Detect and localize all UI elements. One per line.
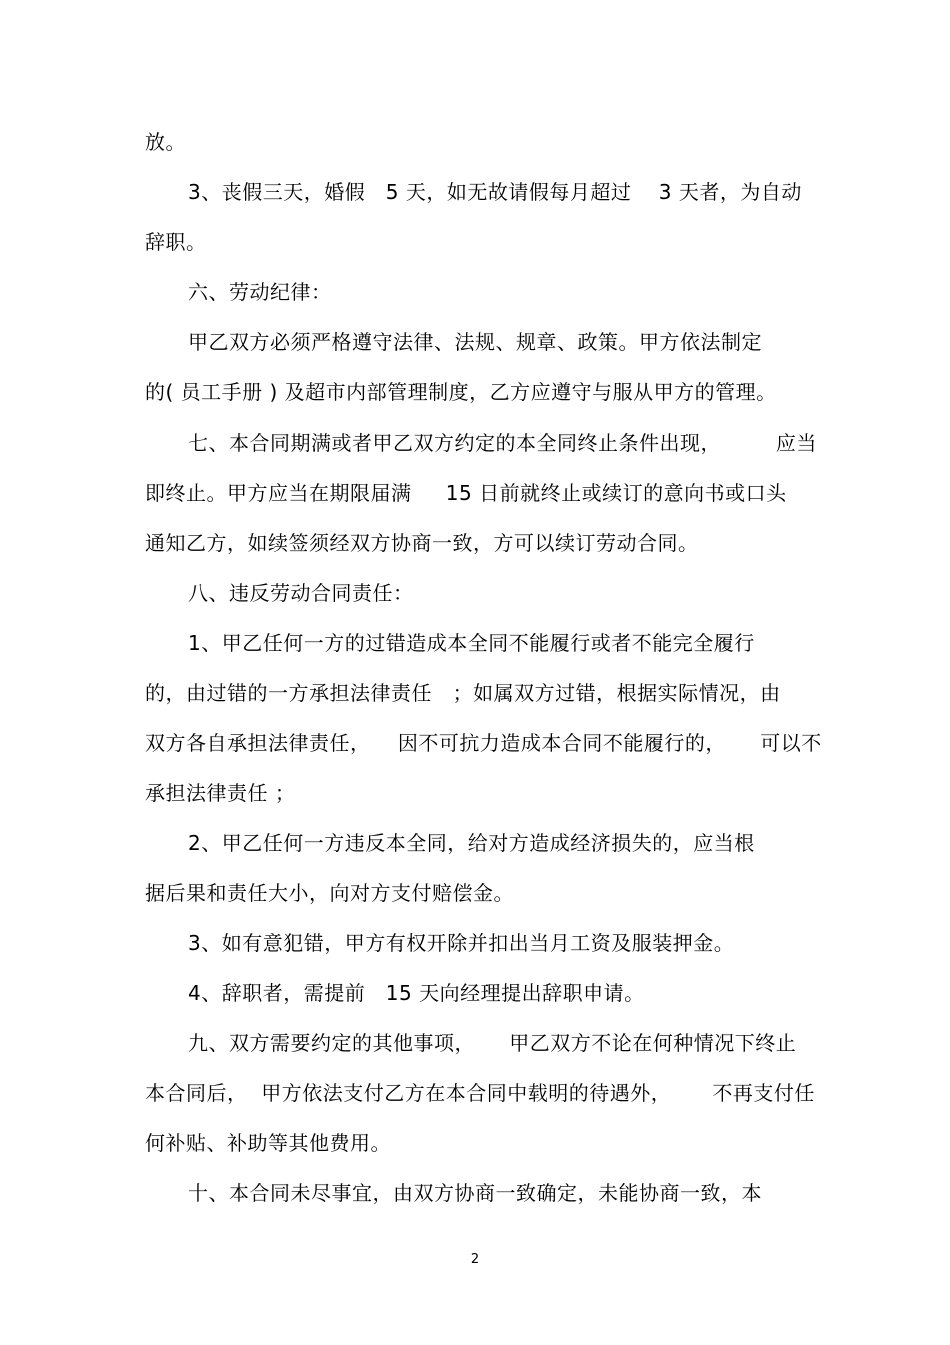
text-line: 1、甲乙任何一方的过错造成本全同不能履行或者不能完全履行	[188, 631, 755, 655]
text-line: 2、甲乙任何一方违反本全同，给对方造成经济损失的，应当根	[188, 831, 755, 855]
text-line: 4、辞职者，需提前 15 天向经理提出辞职申请。	[188, 981, 645, 1005]
text-line: 的，由过错的一方承担法律责任 ；如属双方过错，根据实际情况，由	[145, 681, 781, 705]
text-line: 七、本合同期满或者甲乙双方约定的本全同终止条件出现， 应当	[188, 431, 817, 455]
page-number: 2	[470, 1252, 480, 1267]
text-line: 辞职。	[145, 230, 207, 254]
section-heading: 六、劳动纪律：	[188, 280, 332, 304]
text-line: 甲乙双方必须严格遵守法律、法规、规章、政策。甲方依法制定	[188, 330, 762, 354]
text-line: 3、丧假三天，婚假 5 天，如无故请假每月超过 3 天者，为自动	[188, 180, 802, 204]
text-line: 即终止。甲方应当在期限届满 15 日前就终止或续订的意向书或口头	[145, 481, 787, 505]
section-heading: 八、违反劳动合同责任：	[188, 581, 414, 605]
text-line: 3、如有意犯错，甲方有权开除并扣出当月工资及服装押金。	[188, 931, 735, 955]
section-heading: 九、双方需要约定的其他事项， 甲乙双方不论在何种情况下终止	[188, 1031, 797, 1055]
text-line: 的( 员工手册 ) 及超市内部管理制度，乙方应遵守与服从甲方的管理。	[145, 380, 777, 404]
text-line: 本合同后， 甲方依法支付乙方在本合同中载明的待遇外， 不再支付任	[145, 1081, 815, 1105]
text-line: 何补贴、补助等其他费用。	[145, 1131, 391, 1155]
text-line: 双方各自承担法律责任， 因不可抗力造成本合同不能履行的， 可以不	[145, 731, 822, 755]
text-line: 据后果和责任大小，向对方支付赔偿金。	[145, 881, 514, 905]
text-line: 通知乙方，如续签须经双方协商一致，方可以续订劳动合同。	[145, 531, 699, 555]
text-line: 放。	[145, 130, 186, 154]
text-line: 承担法律责任 ；	[145, 781, 296, 805]
section-heading: 十、本合同未尽事宜，由双方协商一致确定，未能协商一致，本	[188, 1181, 762, 1205]
